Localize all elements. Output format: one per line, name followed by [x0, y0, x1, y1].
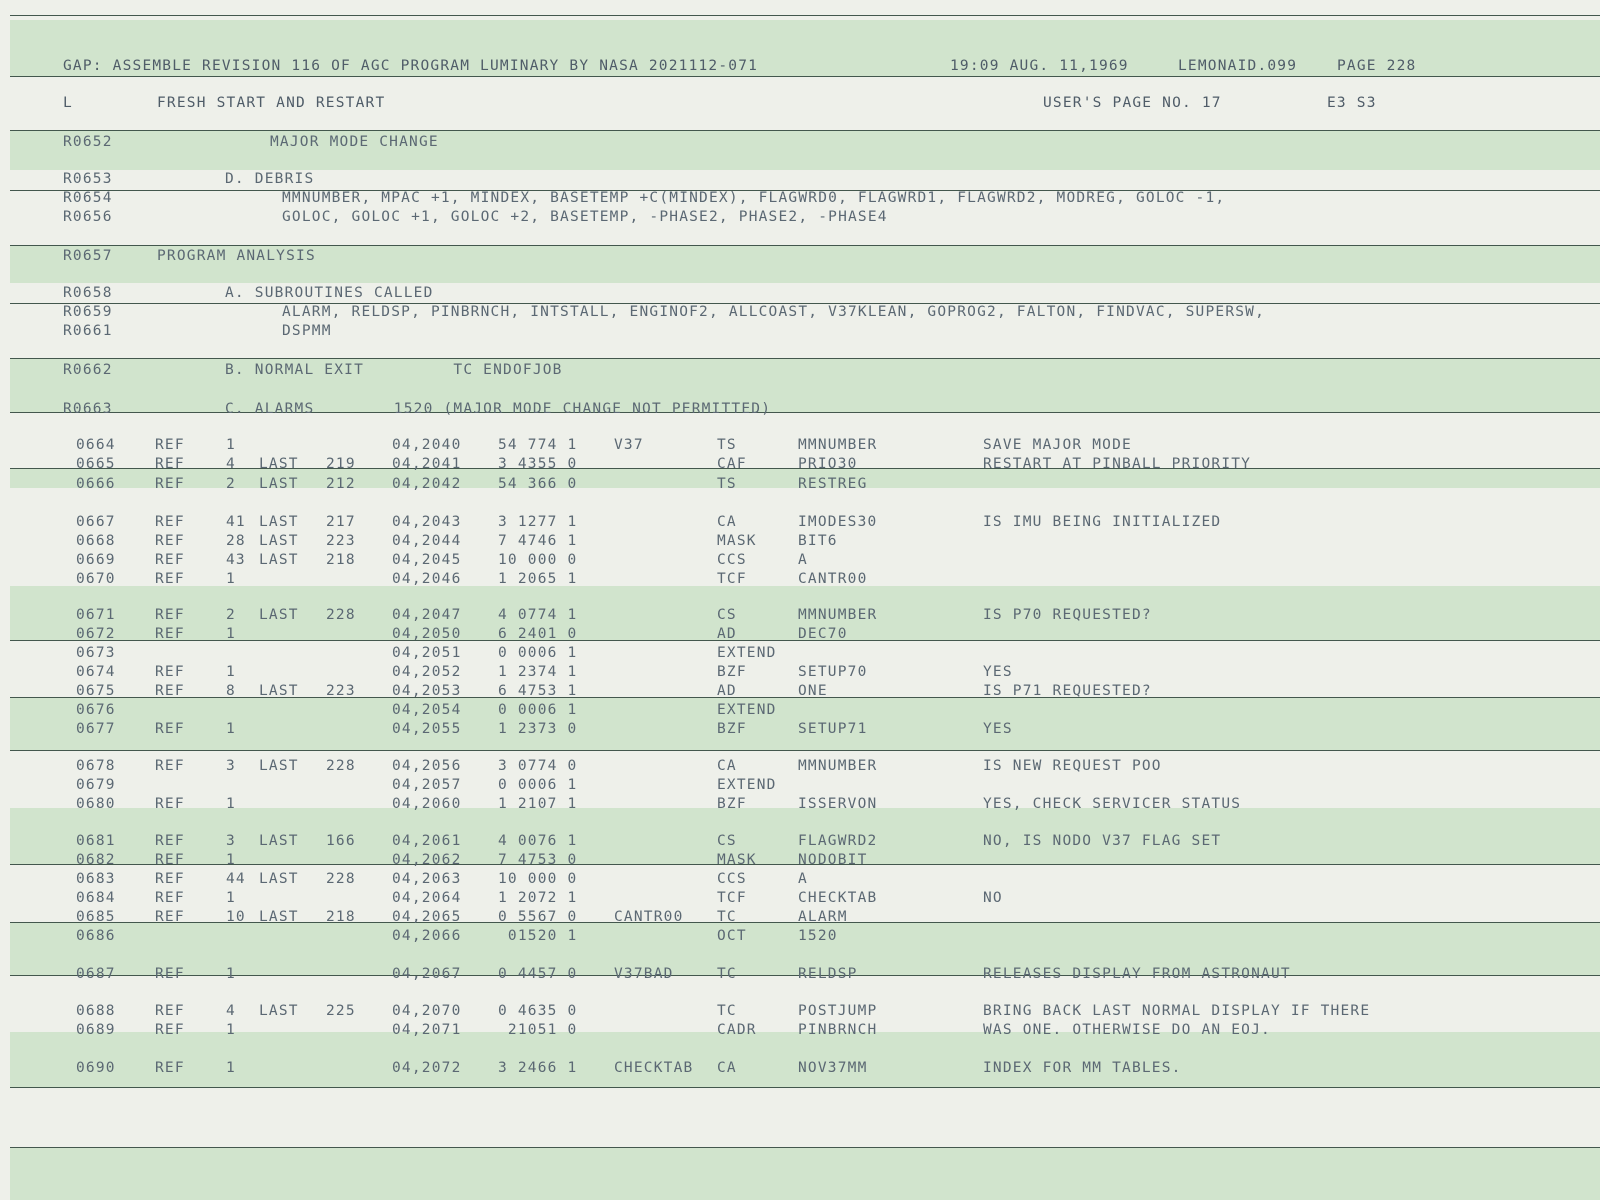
- code-addr: 04,2044: [392, 533, 462, 549]
- code-refn: 8: [226, 683, 236, 699]
- code-refn: 1: [226, 664, 236, 680]
- code-lastn: 218: [326, 552, 356, 568]
- code-line: 0671: [76, 607, 116, 623]
- code-refn: 1: [226, 1060, 236, 1076]
- code-line: 0677: [76, 721, 116, 737]
- code-word: 7 4753 0: [498, 852, 578, 868]
- green-bar-band: [10, 130, 1600, 170]
- code-refn: 43: [226, 552, 246, 568]
- remark-tag: R0654: [63, 190, 113, 206]
- code-addr: 04,2041: [392, 456, 462, 472]
- code-refn: 1: [226, 890, 236, 906]
- code-addr: 04,2072: [392, 1060, 462, 1076]
- code-ref: REF: [155, 833, 185, 849]
- code-word: 0 4457 0: [498, 966, 578, 982]
- code-word: 10 000 0: [498, 552, 578, 568]
- code-addr: 04,2056: [392, 758, 462, 774]
- code-word: 21051 0: [498, 1022, 578, 1038]
- code-operand: ALARM: [798, 909, 848, 925]
- code-addr: 04,2064: [392, 890, 462, 906]
- code-refn: 2: [226, 476, 236, 492]
- code-addr: 04,2067: [392, 966, 462, 982]
- code-refn: 1: [226, 571, 236, 587]
- code-comment: SAVE MAJOR MODE: [983, 437, 1132, 453]
- code-ref: REF: [155, 626, 185, 642]
- code-op: TC: [717, 1003, 737, 1019]
- sheet-code: E3 S3: [1327, 95, 1377, 111]
- code-operand: A: [798, 552, 808, 568]
- code-lastn: 219: [326, 456, 356, 472]
- code-refn: 3: [226, 833, 236, 849]
- code-comment: RELEASES DISPLAY FROM ASTRONAUT: [983, 966, 1291, 982]
- code-line: 0686: [76, 928, 116, 944]
- code-addr: 04,2047: [392, 607, 462, 623]
- code-addr: 04,2052: [392, 664, 462, 680]
- remark-tag: R0663: [63, 401, 113, 417]
- code-line: 0665: [76, 456, 116, 472]
- code-lastn: 223: [326, 533, 356, 549]
- code-addr: 04,2065: [392, 909, 462, 925]
- code-addr: 04,2061: [392, 833, 462, 849]
- code-line: 0685: [76, 909, 116, 925]
- code-op: TC: [717, 966, 737, 982]
- remark-text: A. SUBROUTINES CALLED: [225, 285, 434, 301]
- code-op: CAF: [717, 456, 747, 472]
- code-comment: IS IMU BEING INITIALIZED: [983, 514, 1222, 530]
- code-comment: INDEX FOR MM TABLES.: [983, 1060, 1182, 1076]
- code-op: BZF: [717, 721, 747, 737]
- code-lastn: 218: [326, 909, 356, 925]
- code-operand: RELDSP: [798, 966, 858, 982]
- code-last: LAST: [259, 476, 299, 492]
- code-op: TS: [717, 437, 737, 453]
- code-refn: 1: [226, 721, 236, 737]
- remark-tag: R0653: [63, 171, 113, 187]
- code-line: 0670: [76, 571, 116, 587]
- remark-tag: R0652: [63, 134, 113, 150]
- code-ref: REF: [155, 664, 185, 680]
- code-line: 0683: [76, 871, 116, 887]
- rule-line: [10, 1147, 1600, 1148]
- code-line: 0688: [76, 1003, 116, 1019]
- code-addr: 04,2046: [392, 571, 462, 587]
- code-lastn: 228: [326, 758, 356, 774]
- code-word: 0 0006 1: [498, 645, 578, 661]
- code-word: 3 2466 1: [498, 1060, 578, 1076]
- code-lastn: 228: [326, 607, 356, 623]
- code-op: TCF: [717, 890, 747, 906]
- code-line: 0681: [76, 833, 116, 849]
- code-line: 0679: [76, 777, 116, 793]
- code-ref: REF: [155, 721, 185, 737]
- code-addr: 04,2053: [392, 683, 462, 699]
- code-addr: 04,2063: [392, 871, 462, 887]
- code-op: BZF: [717, 796, 747, 812]
- rule-line: [10, 15, 1600, 16]
- code-operand: NODOBIT: [798, 852, 868, 868]
- code-word: 3 0774 0: [498, 758, 578, 774]
- code-refn: 28: [226, 533, 246, 549]
- code-refn: 1: [226, 1022, 236, 1038]
- code-addr: 04,2054: [392, 702, 462, 718]
- code-ref: REF: [155, 683, 185, 699]
- code-ref: REF: [155, 437, 185, 453]
- code-operand: DEC70: [798, 626, 848, 642]
- code-op: CA: [717, 1060, 737, 1076]
- code-word: 6 4753 1: [498, 683, 578, 699]
- code-word: 6 2401 0: [498, 626, 578, 642]
- code-line: 0672: [76, 626, 116, 642]
- code-lastn: 223: [326, 683, 356, 699]
- remark-text: MMNUMBER, MPAC +1, MINDEX, BASETEMP +C(MINDEX), FLAGWRD0, FLAGWRD1, FLAGWRD2, MODREG, GOLOC -1,: [282, 190, 1226, 206]
- code-addr: 04,2042: [392, 476, 462, 492]
- code-word: 3 1277 1: [498, 514, 578, 530]
- remark-tag: R0659: [63, 304, 113, 320]
- code-refn: 1: [226, 437, 236, 453]
- code-ref: REF: [155, 456, 185, 472]
- code-refn: 1: [226, 796, 236, 812]
- code-addr: 04,2060: [392, 796, 462, 812]
- code-op: CCS: [717, 871, 747, 887]
- code-comment: YES, CHECK SERVICER STATUS: [983, 796, 1242, 812]
- code-ref: REF: [155, 909, 185, 925]
- code-op: CADR: [717, 1022, 757, 1038]
- code-line: 0678: [76, 758, 116, 774]
- code-comment: IS P70 REQUESTED?: [983, 607, 1152, 623]
- code-line: 0684: [76, 890, 116, 906]
- remark-text: PROGRAM ANALYSIS: [157, 248, 316, 264]
- code-refn: 41: [226, 514, 246, 530]
- code-ref: REF: [155, 890, 185, 906]
- code-operand: 1520: [798, 928, 838, 944]
- code-last: LAST: [259, 909, 299, 925]
- code-word: 4 0076 1: [498, 833, 578, 849]
- remark-tag: R0661: [63, 323, 113, 339]
- code-addr: 04,2040: [392, 437, 462, 453]
- code-operand: MMNUMBER: [798, 437, 878, 453]
- log-section-code: L: [63, 95, 73, 111]
- code-last: LAST: [259, 456, 299, 472]
- code-ref: REF: [155, 571, 185, 587]
- code-op: CS: [717, 833, 737, 849]
- code-comment: YES: [983, 721, 1013, 737]
- code-op: AD: [717, 626, 737, 642]
- code-op: AD: [717, 683, 737, 699]
- rule-line: [10, 76, 1600, 77]
- code-line: 0664: [76, 437, 116, 453]
- code-op: MASK: [717, 852, 757, 868]
- code-addr: 04,2051: [392, 645, 462, 661]
- code-op: CS: [717, 607, 737, 623]
- rule-line: [10, 130, 1600, 131]
- code-op: EXTEND: [717, 702, 777, 718]
- code-addr: 04,2071: [392, 1022, 462, 1038]
- code-ref: REF: [155, 533, 185, 549]
- code-line: 0673: [76, 645, 116, 661]
- code-op: TCF: [717, 571, 747, 587]
- code-line: 0680: [76, 796, 116, 812]
- rule-line: [10, 1087, 1600, 1088]
- code-word: 4 0774 1: [498, 607, 578, 623]
- code-last: LAST: [259, 1003, 299, 1019]
- code-refn: 4: [226, 456, 236, 472]
- code-addr: 04,2066: [392, 928, 462, 944]
- code-line: 0675: [76, 683, 116, 699]
- code-op: OCT: [717, 928, 747, 944]
- rule-line: [10, 750, 1600, 751]
- listing-timestamp: 19:09 AUG. 11,1969: [950, 58, 1129, 74]
- code-ref: REF: [155, 1003, 185, 1019]
- code-label: V37BAD: [614, 966, 674, 982]
- code-operand: FLAGWRD2: [798, 833, 878, 849]
- code-op: MASK: [717, 533, 757, 549]
- code-addr: 04,2050: [392, 626, 462, 642]
- code-ref: REF: [155, 852, 185, 868]
- code-last: LAST: [259, 607, 299, 623]
- code-lastn: 217: [326, 514, 356, 530]
- code-last: LAST: [259, 871, 299, 887]
- code-operand: PINBRNCH: [798, 1022, 878, 1038]
- code-comment: RESTART AT PINBALL PRIORITY: [983, 456, 1252, 472]
- code-line: 0687: [76, 966, 116, 982]
- code-line: 0676: [76, 702, 116, 718]
- green-bar-band: [10, 1147, 1600, 1200]
- code-lastn: 212: [326, 476, 356, 492]
- code-op: CA: [717, 514, 737, 530]
- code-addr: 04,2043: [392, 514, 462, 530]
- remark-text: ALARM, RELDSP, PINBRNCH, INTSTALL, ENGINOF2, ALLCOAST, V37KLEAN, GOPROG2, FALTON, FINDVAC, SUPERSW,: [282, 304, 1266, 320]
- code-word: 1 2107 1: [498, 796, 578, 812]
- remark-text: B. NORMAL EXIT TC ENDOFJOB: [225, 362, 563, 378]
- code-op: CA: [717, 758, 737, 774]
- code-comment: YES: [983, 664, 1013, 680]
- code-refn: 3: [226, 758, 236, 774]
- code-word: 0 4635 0: [498, 1003, 578, 1019]
- code-operand: MMNUMBER: [798, 758, 878, 774]
- users-page-number: USER'S PAGE NO. 17: [1043, 95, 1222, 111]
- code-last: LAST: [259, 514, 299, 530]
- remark-tag: R0656: [63, 209, 113, 225]
- remark-text: D. DEBRIS: [225, 171, 315, 187]
- code-operand: MMNUMBER: [798, 607, 878, 623]
- code-addr: 04,2055: [392, 721, 462, 737]
- code-refn: 1: [226, 626, 236, 642]
- code-last: LAST: [259, 833, 299, 849]
- code-ref: REF: [155, 607, 185, 623]
- rule-line: [10, 358, 1600, 359]
- code-ref: REF: [155, 758, 185, 774]
- code-word: 7 4746 1: [498, 533, 578, 549]
- code-operand: SETUP70: [798, 664, 868, 680]
- code-word: 1 2373 0: [498, 721, 578, 737]
- code-line: 0689: [76, 1022, 116, 1038]
- code-op: TS: [717, 476, 737, 492]
- code-word: 54 366 0: [498, 476, 578, 492]
- code-operand: ISSERVON: [798, 796, 878, 812]
- remark-tag: R0657: [63, 248, 113, 264]
- code-word: 3 4355 0: [498, 456, 578, 472]
- code-refn: 2: [226, 607, 236, 623]
- code-ref: REF: [155, 871, 185, 887]
- job-id: LEMONAID.099: [1178, 58, 1298, 74]
- code-op: BZF: [717, 664, 747, 680]
- code-line: 0682: [76, 852, 116, 868]
- code-label: CANTR00: [614, 909, 684, 925]
- code-line: 0666: [76, 476, 116, 492]
- code-addr: 04,2045: [392, 552, 462, 568]
- remark-tag: R0662: [63, 362, 113, 378]
- code-comment: WAS ONE. OTHERWISE DO AN EOJ.: [983, 1022, 1271, 1038]
- code-word: 01520 1: [498, 928, 578, 944]
- code-operand: SETUP71: [798, 721, 868, 737]
- code-refn: 1: [226, 966, 236, 982]
- code-ref: REF: [155, 966, 185, 982]
- code-operand: ONE: [798, 683, 828, 699]
- code-comment: NO: [983, 890, 1003, 906]
- remark-text: DSPMM: [282, 323, 332, 339]
- remark-text: C. ALARMS 1520 (MAJOR MODE CHANGE NOT PERMITTED): [225, 401, 772, 417]
- code-ref: REF: [155, 1022, 185, 1038]
- code-line: 0669: [76, 552, 116, 568]
- code-word: 1 2374 1: [498, 664, 578, 680]
- code-ref: REF: [155, 552, 185, 568]
- code-op: EXTEND: [717, 645, 777, 661]
- code-ref: REF: [155, 476, 185, 492]
- code-op: CCS: [717, 552, 747, 568]
- code-operand: PRIO30: [798, 456, 858, 472]
- code-addr: 04,2062: [392, 852, 462, 868]
- remark-text: MAJOR MODE CHANGE: [270, 134, 439, 150]
- rule-line: [10, 245, 1600, 246]
- code-lastn: 228: [326, 871, 356, 887]
- code-operand: POSTJUMP: [798, 1003, 878, 1019]
- code-label: V37: [614, 437, 644, 453]
- code-line: 0668: [76, 533, 116, 549]
- code-word: 0 5567 0: [498, 909, 578, 925]
- remark-tag: R0658: [63, 285, 113, 301]
- code-operand: NOV37MM: [798, 1060, 868, 1076]
- code-word: 0 0006 1: [498, 777, 578, 793]
- code-operand: CHECKTAB: [798, 890, 878, 906]
- code-operand: CANTR00: [798, 571, 868, 587]
- code-lastn: 166: [326, 833, 356, 849]
- code-word: 1 2072 1: [498, 890, 578, 906]
- code-operand: IMODES30: [798, 514, 878, 530]
- code-addr: 04,2057: [392, 777, 462, 793]
- code-word: 54 774 1: [498, 437, 578, 453]
- code-ref: REF: [155, 514, 185, 530]
- code-operand: A: [798, 871, 808, 887]
- listing-header-title: GAP: ASSEMBLE REVISION 116 OF AGC PROGRAM LUMINARY BY NASA 2021112-071: [63, 58, 759, 74]
- code-word: 0 0006 1: [498, 702, 578, 718]
- code-op: EXTEND: [717, 777, 777, 793]
- code-last: LAST: [259, 683, 299, 699]
- code-last: LAST: [259, 758, 299, 774]
- code-line: 0674: [76, 664, 116, 680]
- code-word: 1 2065 1: [498, 571, 578, 587]
- code-lastn: 225: [326, 1003, 356, 1019]
- code-ref: REF: [155, 1060, 185, 1076]
- code-comment: IS P71 REQUESTED?: [983, 683, 1152, 699]
- code-refn: 10: [226, 909, 246, 925]
- code-addr: 04,2070: [392, 1003, 462, 1019]
- code-op: TC: [717, 909, 737, 925]
- code-refn: 1: [226, 852, 236, 868]
- code-last: LAST: [259, 533, 299, 549]
- section-title: FRESH START AND RESTART: [157, 95, 386, 111]
- remark-text: GOLOC, GOLOC +1, GOLOC +2, BASETEMP, -PHASE2, PHASE2, -PHASE4: [282, 209, 888, 225]
- code-line: 0667: [76, 514, 116, 530]
- code-last: LAST: [259, 552, 299, 568]
- code-operand: BIT6: [798, 533, 838, 549]
- code-line: 0690: [76, 1060, 116, 1076]
- page-number: PAGE 228: [1337, 58, 1417, 74]
- code-comment: IS NEW REQUEST POO: [983, 758, 1162, 774]
- code-refn: 44: [226, 871, 246, 887]
- code-operand: RESTREG: [798, 476, 868, 492]
- code-ref: REF: [155, 796, 185, 812]
- code-label: CHECKTAB: [614, 1060, 694, 1076]
- code-word: 10 000 0: [498, 871, 578, 887]
- code-comment: BRING BACK LAST NORMAL DISPLAY IF THERE: [983, 1003, 1371, 1019]
- code-refn: 4: [226, 1003, 236, 1019]
- code-comment: NO, IS NODO V37 FLAG SET: [983, 833, 1222, 849]
